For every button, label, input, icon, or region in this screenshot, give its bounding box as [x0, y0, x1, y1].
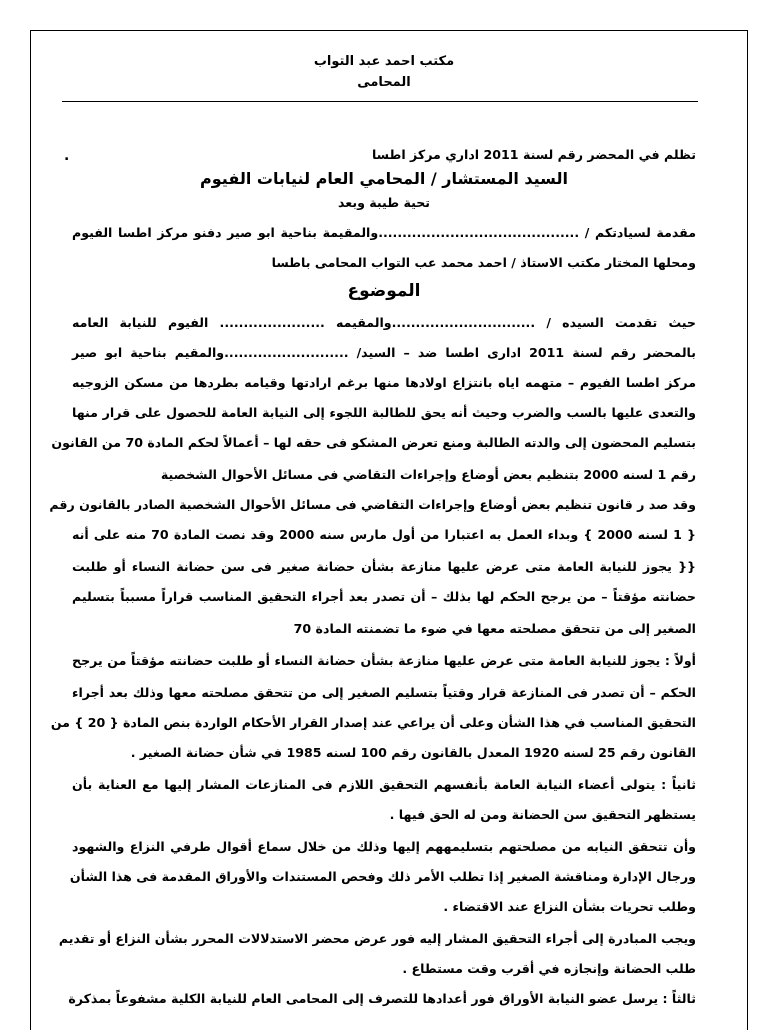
text-line: حيث تقدمت السيده / ..............................والمقيمه ...................... الفيوم للنيابة العامه [72, 315, 696, 330]
text-line: حضانته مؤقتاً – من يرجح الحكم لها بذلك – أن تصدر بعد أجراء التحقيق المناسب قراراً مسبباً بتسليم [72, 589, 696, 604]
office-name: مكتب احمد عبد التواب [313, 54, 455, 69]
text-line: ومحلها المختار مكتب الاستاذ / احمد محمد عب التواب المحامى باطسا [271, 255, 696, 270]
text-line: { 1 لسنه 2000 } وبداء العمل به اعتبارا من أول مارس سنه 2000 وقد نصت المادة 70 منه على أنه [72, 527, 696, 542]
text-line: {{ يجوز للنيابة العامة متى عرض عليها منازعة بشأن حضانة صغير فى سن حضانة النساء أو طلبت [72, 559, 696, 574]
text-line: الحكم – أن تصدر فى المنازعة قرار وقتياً بتسليم الصغير إلى من تتحقق مصلحته معها وذلك بعد أجراء [72, 685, 696, 700]
header-divider [62, 101, 698, 102]
text-line: يستظهر التحقيق سن الحضانة ومن له الحق فيها . [389, 807, 696, 822]
text-line: الموضوع [347, 281, 421, 301]
text-line: طلب الحضانة وإنجازه في أقرب وقت مستطاع . [402, 961, 696, 976]
text-line: تحية طيبة وبعد [337, 195, 431, 210]
text-line: مركز اطسا الفيوم – متهمه اياه بانتزاع اولادها منها برغم ارادتها وقيامه بطردها من مسكن الزوجيه [72, 375, 696, 390]
text-line: بالمحضر رقم لسنة 2011 ادارى اطسا ضد – السيد/ ..........................والمقيم بناحية ابو صير [72, 345, 696, 360]
text-line: السيد المستشار / المحامي العام لنيابات الفيوم [200, 169, 568, 188]
text-line: التحقيق المناسب في هذا الشأن وعلى أن يراعي عند إصدار القرار الأحكام الواردة بنص المادة { 20 } من [50, 715, 696, 730]
text-line: القانون رقم 25 لسنه 1920 المعدل بالقانون رقم 100 لسنه 1985 في شأن حضانة الصغير . [130, 745, 696, 760]
text-line: ويجب المبادرة إلى أجراء التحقيق المشار إليه فور عرض محضر الاستدلالات المحرر بشأن النزاع أو تقديم [58, 931, 696, 946]
text-line: ورجال الإدارة ومناقشة الصغير إذا تطلب الأمر ذلك وفحص المستندات والأوراق المقدمة فى هذا الشأن [69, 869, 696, 884]
text-line: والتعدى عليها بالسب والضرب وحيث أنه يحق للطالبة اللجوء إلى النيابة العامة للحصول على قرار منها [72, 405, 696, 420]
text-line: وطلب تحريات بشأن النزاع عند الاقتضاء . [443, 899, 696, 914]
text-line: ثانياً : يتولى أعضاء النيابة العامة بأنفسهم التحقيق اللازم فى المنازعات المشار إليها مع العناية بأن [72, 777, 696, 792]
text-line: وأن تتحقق النيابه من مصلحتهم بتسليمههم إليها وذلك من خلال سماع أقوال طرفي النزاع والشهود [72, 839, 696, 854]
text-line: مقدمة لسيادتكم / ..........................................والمقيمة بناحية ابو صير دفنو مركز اطسا الفيوم [72, 225, 696, 240]
text-line: وقد صد ر قانون تنظيم بعض أوضاع وإجراءات التقاضي فى مسائل الأحوال الشخصية الصادر بالقانون رقم [49, 497, 696, 512]
text-line: تظلم في المحضر رقم لسنة 2011 اداري مركز اطسا [371, 147, 696, 162]
text-line: ثالثاً : يرسل عضو النيابة الأوراق فور أعدادها للتصرف إلى المحامى العام للنيابة الكلية مشفوعاً بمذكرة [68, 991, 696, 1006]
text-line: بتسليم المحضون إلى والدته الطالبة ومنع تعرض المشكو فى حقه لها – أعمالاً لحكم المادة 70 من القانون [51, 435, 696, 450]
lawyer-title: المحامى [357, 75, 411, 90]
text-line: أولاً : يجوز للنيابة العامة متى عرض عليها منازعة بشأن حضانة النساء أو طلبت حضانته مؤقتاً من يرجح [72, 653, 696, 668]
text-line: الصغير إلى من تتحقق مصلحته معها في ضوء ما تضمنته المادة 70 [293, 621, 696, 636]
top-dot: . [64, 148, 70, 164]
text-line: رقم 1 لسنه 2000 بتنظيم بعض أوضاع وإجراءات التقاضي فى مسائل الأحوال الشخصية [160, 467, 696, 482]
